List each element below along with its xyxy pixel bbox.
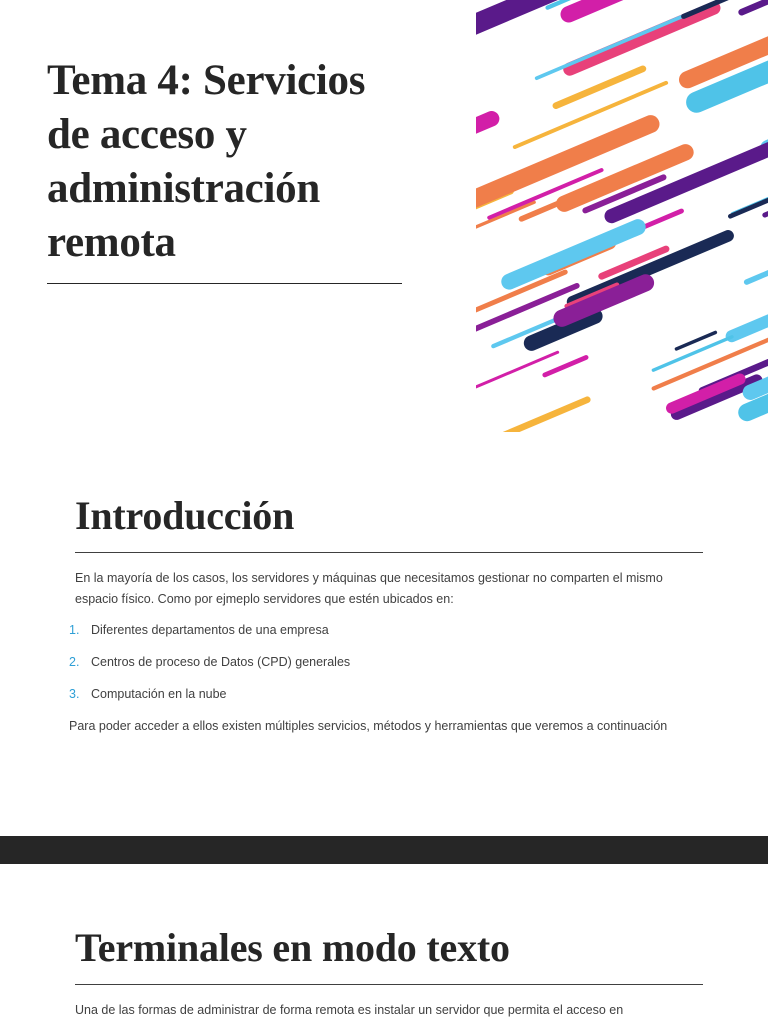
intro-paragraph: En la mayoría de los casos, los servidores y máquinas que necesitamos gestionar no comparten el mismo espacio físico. Como por ejmeplo servidores que estén ubicados en: <box>75 571 663 606</box>
list-item-text: Computación en la nube <box>91 687 227 701</box>
decorative-stripe <box>509 227 638 281</box>
title-underline <box>47 283 402 284</box>
decorative-stripe <box>537 10 697 78</box>
title-slide <box>0 0 768 432</box>
list-number: 1. <box>69 623 80 637</box>
decorative-stripe <box>570 8 714 69</box>
slide-separator <box>0 836 768 864</box>
decorative-stripe <box>476 119 492 139</box>
decorative-stripe <box>497 400 588 432</box>
decorative-stripe <box>732 305 768 336</box>
list-number: 2. <box>69 655 80 669</box>
cover-title: Tema 4: Servicios de acceso y administración remota <box>47 57 366 266</box>
list-number: 3. <box>69 687 80 701</box>
introduction-slide <box>0 432 768 836</box>
title-underline <box>75 552 703 553</box>
slide-title: Terminales en modo texto <box>75 925 510 970</box>
list-item-text: Diferentes departamentos de una empresa <box>91 623 329 637</box>
decorative-stripe <box>545 357 586 375</box>
decorative-stripe <box>742 0 768 12</box>
decorative-stripe <box>747 265 768 282</box>
title-underline <box>75 984 703 985</box>
list-item <box>69 652 350 684</box>
decorative-stripes-image <box>476 0 768 432</box>
list-item-text: Centros de proceso de Datos (CPD) generales <box>91 655 351 669</box>
body-paragraph: Una de las formas de administrar de forma remota es instalar un servidor que permita el acceso en <box>75 1003 624 1017</box>
list-item <box>69 684 350 716</box>
numbered-list <box>69 620 350 716</box>
text-terminals-slide <box>0 864 768 1024</box>
list-item <box>69 620 350 652</box>
slide-title: Introducción <box>75 493 295 538</box>
closing-paragraph: Para poder acceder a ellos existen múltiples servicios, métodos y herramientas que veremos a continuación <box>69 719 668 733</box>
